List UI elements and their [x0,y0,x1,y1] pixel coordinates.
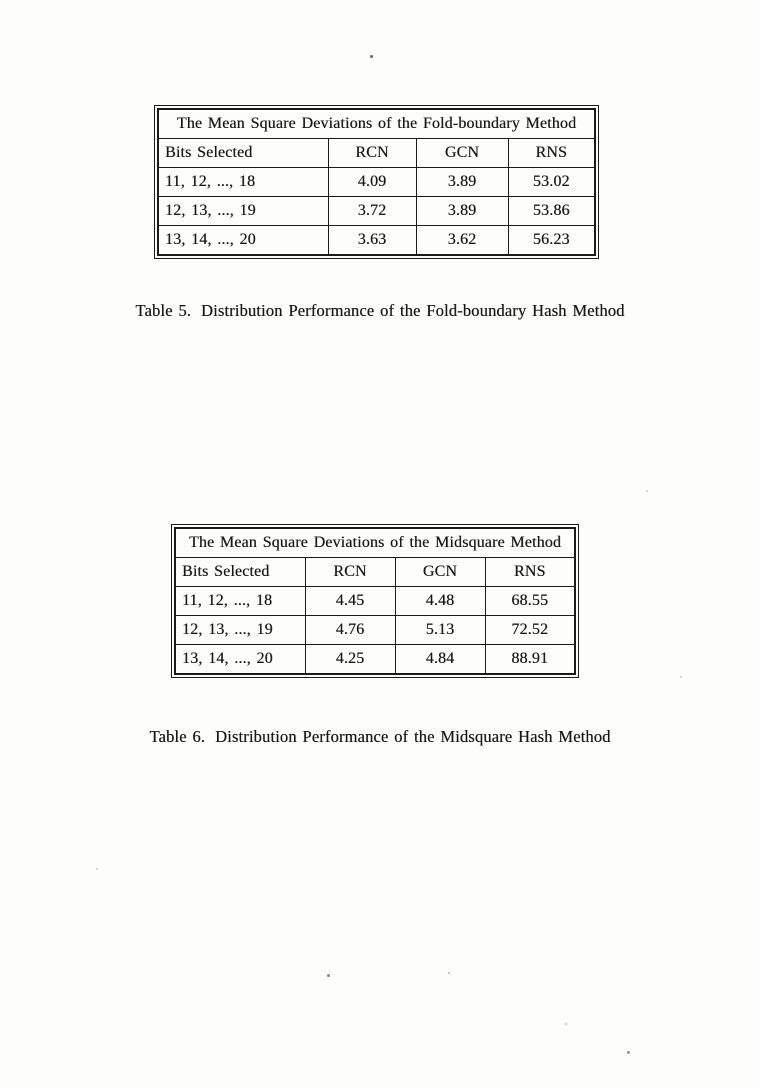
scan-speck [96,868,98,870]
column-header-rcn: RCN [328,139,416,168]
scan-speck [448,972,450,974]
scan-speck [680,676,682,678]
table-row [158,197,595,226]
column-header-bits-selected: Bits Selected [158,139,328,168]
table-cell: 3.62 [416,226,508,256]
table-cell: 3.72 [328,197,416,226]
scan-speck [327,974,330,977]
table-cell: 3.63 [328,226,416,256]
table6-caption-label: Table 6. [149,727,206,746]
table-cell: 5.13 [395,616,485,645]
table-cell: 56.23 [508,226,595,256]
scan-speck [646,490,648,492]
table-row [175,616,575,645]
table-cell: 4.09 [328,168,416,197]
table-cell: 3.89 [416,168,508,197]
scan-speck [565,1023,567,1025]
table6-caption [0,727,760,747]
table5-caption [0,301,760,321]
table-cell: 3.89 [416,197,508,226]
table-cell: 11, 12, ..., 18 [175,587,305,616]
table-cell: 4.84 [395,645,485,675]
column-header-gcn: GCN [395,558,485,587]
scan-speck [627,1051,630,1054]
table-midsquare [171,524,579,678]
table-cell: 88.91 [485,645,575,675]
column-header-bits-selected: Bits Selected [175,558,305,587]
table-title-row [175,528,575,558]
table-title-row [158,109,595,139]
table-cell: 68.55 [485,587,575,616]
column-header-rns: RNS [485,558,575,587]
table-cell: 12, 13, ..., 19 [158,197,328,226]
table-header-row [175,558,575,587]
table-cell: 72.52 [485,616,575,645]
column-header-rns: RNS [508,139,595,168]
table5-caption-label: Table 5. [135,301,192,320]
table-cell: 13, 14, ..., 20 [175,645,305,675]
table-title: The Mean Square Deviations of the Midsquare Method [175,528,575,558]
table-row [158,226,595,256]
table-cell: 12, 13, ..., 19 [175,616,305,645]
table-cell: 4.45 [305,587,395,616]
table-row [175,587,575,616]
table-fold-boundary [154,105,599,259]
scan-speck [370,55,373,58]
table5-caption-text: Distribution Performance of the Fold-boundary Hash Method [201,301,625,320]
table-cell: 53.02 [508,168,595,197]
table-title: The Mean Square Deviations of the Fold-boundary Method [158,109,595,139]
table-row [158,168,595,197]
table-cell: 4.25 [305,645,395,675]
table-cell: 53.86 [508,197,595,226]
table-cell: 4.48 [395,587,485,616]
column-header-rcn: RCN [305,558,395,587]
table-cell: 4.76 [305,616,395,645]
table-cell: 13, 14, ..., 20 [158,226,328,256]
table-row [175,645,575,675]
column-header-gcn: GCN [416,139,508,168]
table6-caption-text: Distribution Performance of the Midsquare Hash Method [215,727,611,746]
table-header-row [158,139,595,168]
table-cell: 11, 12, ..., 18 [158,168,328,197]
